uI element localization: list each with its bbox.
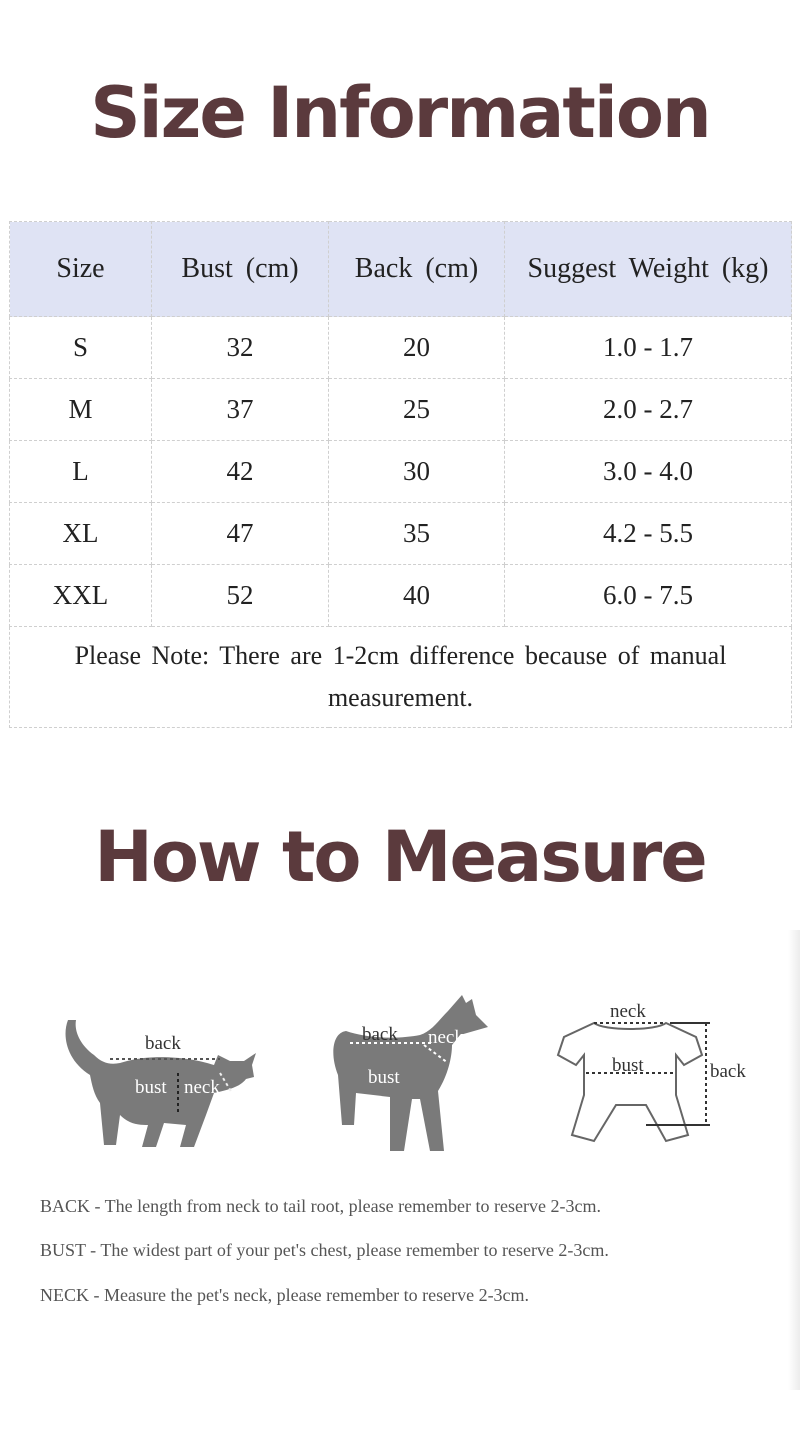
size-table xyxy=(9,221,792,728)
note-row xyxy=(10,627,792,728)
cell-size: XL xyxy=(10,503,152,565)
dog-neck-label: neck xyxy=(428,1027,464,1048)
cell-bust: 47 xyxy=(152,503,329,565)
measurement-illustration xyxy=(30,975,770,1165)
cat-silhouette-icon xyxy=(30,975,270,1165)
cell-back: 20 xyxy=(329,317,505,379)
cell-weight: 2.0 - 2.7 xyxy=(505,379,792,441)
table-row xyxy=(10,379,792,441)
table-row xyxy=(10,565,792,627)
garment-back-label: back xyxy=(710,1061,746,1082)
cat-back-label: back xyxy=(145,1033,181,1054)
back-description: BACK - The length from neck to tail root, please remember to reserve 2-3cm. xyxy=(40,1196,601,1216)
table-row xyxy=(10,503,792,565)
cell-bust: 42 xyxy=(152,441,329,503)
how-to-measure-title: How to Measure xyxy=(94,816,706,898)
cat-bust-label: bust xyxy=(135,1077,167,1098)
size-information-title: Size Information xyxy=(90,72,710,154)
cell-back: 30 xyxy=(329,441,505,503)
cat-neck-label: neck xyxy=(184,1077,220,1098)
header-weight: Suggest Weight (kg) xyxy=(505,222,792,317)
header-back: Back (cm) xyxy=(329,222,505,317)
cell-weight: 4.2 - 5.5 xyxy=(505,503,792,565)
edge-shadow xyxy=(788,930,800,1390)
cell-size: S xyxy=(10,317,152,379)
bust-description: BUST - The widest part of your pet's chest, please remember to reserve 2-3cm. xyxy=(40,1240,609,1260)
garment-neck-label: neck xyxy=(610,1001,646,1022)
table-row xyxy=(10,441,792,503)
cell-weight: 1.0 - 1.7 xyxy=(505,317,792,379)
cell-weight: 3.0 - 4.0 xyxy=(505,441,792,503)
garment-bust-label: bust xyxy=(612,1055,644,1076)
cell-back: 25 xyxy=(329,379,505,441)
neck-description: NECK - Measure the pet's neck, please remember to reserve 2-3cm. xyxy=(40,1285,530,1305)
dog-silhouette-icon xyxy=(320,975,500,1165)
size-note: Please Note: There are 1-2cm difference because of manual measurement. xyxy=(10,627,792,728)
dog-back-label: back xyxy=(362,1024,398,1045)
table-header-row xyxy=(10,222,792,317)
cell-back: 35 xyxy=(329,503,505,565)
cell-size: XXL xyxy=(10,565,152,627)
cell-size: L xyxy=(10,441,152,503)
header-bust: Bust (cm) xyxy=(152,222,329,317)
cell-back: 40 xyxy=(329,565,505,627)
cell-bust: 32 xyxy=(152,317,329,379)
cell-bust: 37 xyxy=(152,379,329,441)
header-size: Size xyxy=(10,222,152,317)
garment-diagram-icon xyxy=(550,975,770,1165)
table-row xyxy=(10,317,792,379)
dog-bust-label: bust xyxy=(368,1067,400,1088)
cell-size: M xyxy=(10,379,152,441)
cell-weight: 6.0 - 7.5 xyxy=(505,565,792,627)
cell-bust: 52 xyxy=(152,565,329,627)
